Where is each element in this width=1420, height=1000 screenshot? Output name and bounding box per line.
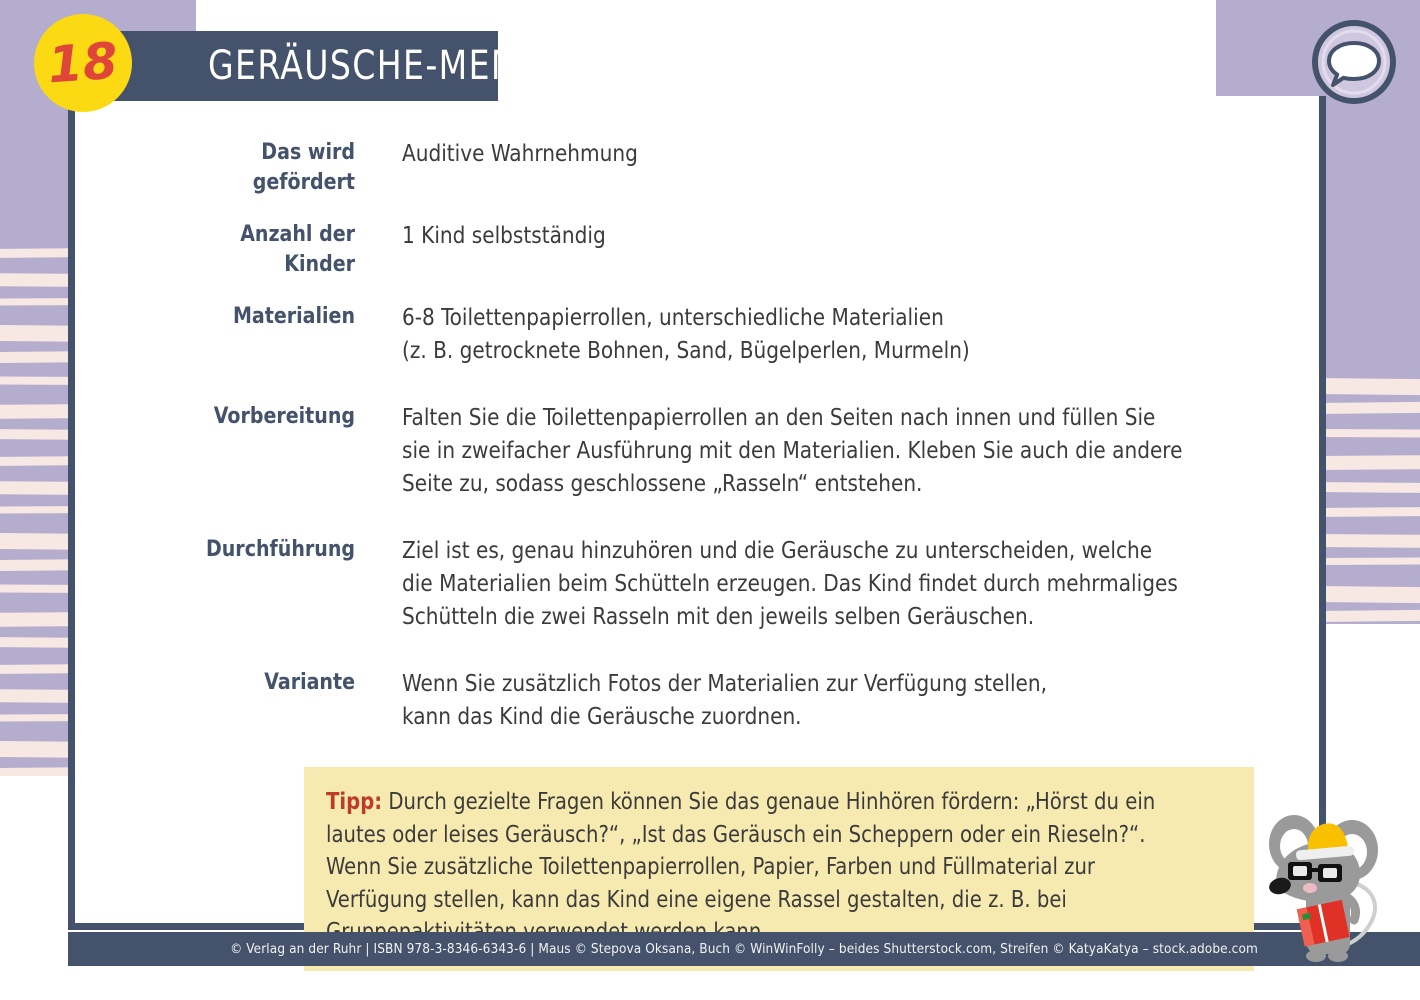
field-value-line: die Materialien beim Schütteln erzeugen. Das Kind findet durch mehrmaliges bbox=[402, 569, 1178, 597]
field-value-line: 1 Kind selbstständig bbox=[402, 221, 606, 249]
field-row bbox=[150, 401, 1276, 500]
field-value bbox=[402, 534, 1232, 633]
tip-keyword: Tipp: bbox=[326, 789, 383, 815]
title-bar bbox=[100, 31, 549, 101]
field-value bbox=[402, 401, 1232, 500]
field-value bbox=[402, 219, 1232, 279]
field-value-line: sie in zweifacher Ausführung mit den Materialien. Kleben Sie auch die andere bbox=[402, 436, 1183, 464]
mouse-mascot bbox=[1258, 804, 1398, 964]
field-value-line: Auditive Wahrnehmung bbox=[402, 139, 638, 167]
field-value-line: Ziel ist es, genau hinzuhören und die Geräusche zu unterscheiden, welche bbox=[402, 536, 1153, 564]
tip-line-2: Wenn Sie zusätzliche Toilettenpapierrollen, Papier, Farben und Füllmaterial zur bbox=[326, 854, 1096, 880]
page-number-badge bbox=[34, 14, 132, 112]
worksheet-content bbox=[68, 103, 1326, 971]
footer-bar bbox=[68, 932, 1420, 966]
field-value-line: Schütteln die zwei Rasseln mit den jeweils selben Geräuschen. bbox=[402, 602, 1035, 630]
tip-line-0: Durch gezielte Fragen können Sie das genaue Hinhören fördern: „Hörst du ein bbox=[382, 789, 1156, 815]
tip-line-first bbox=[326, 786, 1185, 819]
speech-bubble-icon bbox=[1310, 18, 1398, 106]
tip-line-3: Verfügung stellen, kann das Kind eine eigene Rassel gestalten, die z. B. bei bbox=[326, 886, 1067, 913]
field-value-line: (z. B. getrocknete Bohnen, Sand, Bügelperlen, Murmeln) bbox=[402, 336, 970, 364]
field-label: Das wird gefördert bbox=[252, 139, 355, 195]
field-row bbox=[150, 301, 1276, 367]
field-value bbox=[402, 667, 1232, 733]
field-row bbox=[150, 137, 1276, 197]
field-value-line: Seite zu, sodass geschlossene „Rasseln“ entstehen. bbox=[402, 469, 923, 497]
field-value-line: Wenn Sie zusätzlich Fotos der Materialien zur Verfügung stellen, bbox=[402, 669, 1048, 697]
field-label: Anzahl der Kinder bbox=[240, 221, 355, 277]
field-value-line: 6-8 Toilettenpapierrollen, unterschiedliche Materialien bbox=[402, 303, 944, 331]
field-label: Durchführung bbox=[205, 536, 355, 562]
field-value-line: Falten Sie die Toilettenpapierrollen an den Seiten nach innen und füllen Sie bbox=[402, 403, 1156, 431]
page-title: GERÄUSCHE-MEMO bbox=[208, 43, 549, 89]
page-number-text: 18 bbox=[46, 31, 120, 95]
copyright-text: © Verlag an der Ruhr | ISBN 978-3-8346-6343-6 | Maus © Stepova Oksana, Buch © WinWinFolly – beides Shutterstock.com, Streifen © KatyaKatya – stock.adobe.com bbox=[230, 941, 1258, 957]
field-label: Vorbereitung bbox=[213, 403, 355, 429]
field-value-line: kann das Kind die Geräusche zuordnen. bbox=[402, 702, 802, 730]
field-value bbox=[402, 137, 1232, 197]
field-row bbox=[150, 534, 1276, 633]
field-row bbox=[150, 219, 1276, 279]
field-label: Variante bbox=[264, 669, 355, 695]
field-value bbox=[402, 301, 1232, 367]
tip-text bbox=[326, 786, 1185, 949]
field-row bbox=[150, 667, 1276, 733]
field-rows bbox=[150, 137, 1276, 733]
tip-line-1: lautes oder leises Geräusch?“, „Ist das Geräusch ein Scheppern oder ein Rieseln?“. bbox=[326, 821, 1146, 848]
field-label: Materialien bbox=[232, 303, 355, 329]
